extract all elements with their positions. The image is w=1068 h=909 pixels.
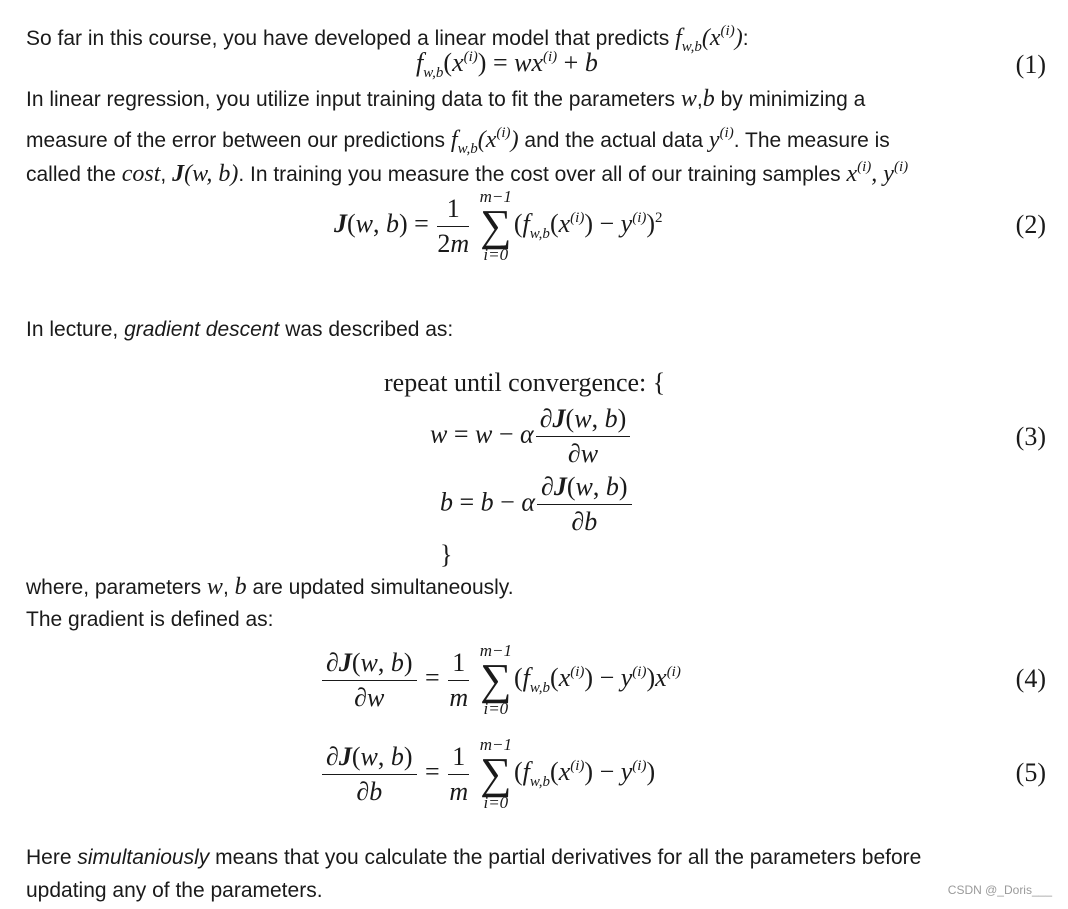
regression-text-b: by minimizing a <box>720 88 866 111</box>
equation-3-number: (3) <box>1015 422 1046 451</box>
lecture-text-a: In lecture, <box>26 318 119 341</box>
equation-3-w: w = w − α $\frac{\partial J(w, b)}{\partial w}$ <box>430 404 632 469</box>
paragraph-regression-line1: In linear regression, you utilize input training data to fit the parameters w,b by minimizing a <box>26 86 866 112</box>
here-text-b: means that you calculate the partial derivatives for all the parameters before <box>215 846 922 869</box>
paragraph-lecture <box>26 313 453 347</box>
regression-text-c: measure of the error between our predictions <box>26 129 446 152</box>
equation-5-number: (5) <box>1015 758 1046 787</box>
paragraph-intro: So far in this course, you have developed a linear model that predicts $f_{w,b}(x^{(i)})$: <box>26 23 749 55</box>
here-text-a: Here <box>26 846 72 869</box>
fraction-one-over-2m: $\frac{1}{2m}$ <box>437 193 470 258</box>
math-wb: w <box>680 86 697 112</box>
intro-text: So far in this course, you have developed a linear model that predicts <box>26 27 670 50</box>
paragraph-regression-line2: measure of the error between our predictions $f_{w,b}(x^{(i)})$ and the actual data $y^{(i)}$. The measure is <box>26 125 890 157</box>
regression-text-e: . The measure is <box>733 129 890 152</box>
equation-1: $f_{w,b}(x^{(i)}) = wx^{(i)} + b$ <box>416 48 598 81</box>
here-emphasis: simultaniously <box>77 846 210 869</box>
regression-text-f: called the <box>26 163 116 186</box>
equation-4-number: (4) <box>1015 664 1046 693</box>
paragraph-gradient: The gradient is defined as: <box>26 608 274 631</box>
paragraph-here-line1 <box>26 841 921 875</box>
regression-text-d: and the actual data <box>524 129 704 152</box>
lecture-text-b: was described as: <box>285 318 454 341</box>
math-model-inline: $f_{w,b}(x^{(i)})$ <box>675 23 743 55</box>
close-brace: } <box>440 540 453 569</box>
regression-text-g: In training you measure the cost over all of our training samples <box>249 163 841 186</box>
regression-text-a: In linear regression, you utilize input training data to fit the parameters <box>26 88 676 111</box>
where-text-b: are updated simultaneously. <box>252 576 514 599</box>
equation-1-number: (1) <box>1015 50 1046 79</box>
equation-2: J(w, b) = $\frac{1}{2m}$ m−1 ∑ i=0 $(f_{w,b}(x^{(i)}) - y^{(i)})^2$ <box>334 187 663 264</box>
paragraph-regression-line3: called the cost, J(w, b). In training you measure the cost over all of our training samples $x^{(i)}$, $y^{(i)}$ <box>26 159 909 187</box>
equation-3-b: b = b − α $\frac{\partial J(w, b)}{\partial b}$ <box>440 472 634 537</box>
lecture-emphasis: gradient descent <box>124 318 280 341</box>
repeat-line: repeat until convergence: { <box>384 368 666 397</box>
where-text-a: where, parameters <box>26 576 202 599</box>
equation-5: $\frac{\partial J(w, b)}{\partial b}$ = $\frac{1}{m}$ m−1 ∑ i=0 $(f_{w,b}(x^{(i)}) - y^{(i)})$ <box>320 736 655 812</box>
equation-2-number: (2) <box>1015 210 1046 239</box>
paragraph-here-line2: updating any of the parameters. <box>26 879 323 902</box>
watermark: CSDN @_Doris___ <box>947 883 1052 897</box>
paragraph-where: where, parameters w, b are updated simultaneously. <box>26 574 514 600</box>
summation: m−1 ∑ i=0 <box>479 187 512 264</box>
equation-4: $\frac{\partial J(w, b)}{\partial w}$ = $\frac{1}{m}$ m−1 ∑ i=0 $(f_{w,b}(x^{(i)}) - y^{(i)})x^{(i)}$ <box>320 642 681 718</box>
